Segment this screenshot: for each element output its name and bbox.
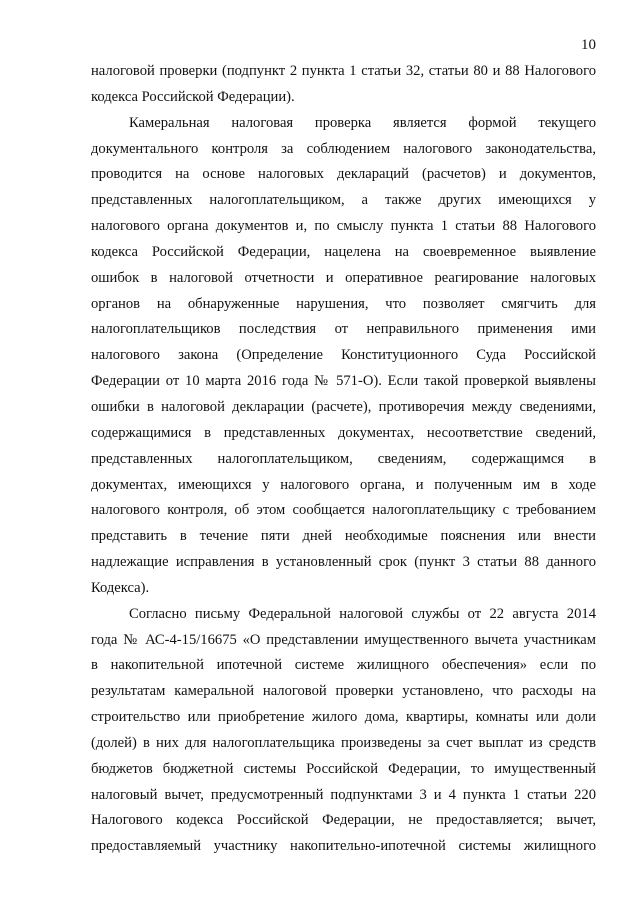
paragraph-first-line: Камеральная налоговая проверка является формой текущего — [129, 114, 596, 131]
text-line: предоставляемый участнику накопительно-ипотечной системы жилищного — [91, 838, 596, 855]
text-line: представить в течение пяти дней необходимые пояснения или внести — [91, 528, 596, 545]
text-line: налоговой проверки (подпункт 2 пункта 1 статьи 32, статьи 80 и 88 Налогового — [91, 63, 596, 79]
text-line: Федерации от 10 марта 2016 года № 571-О). Если такой проверкой выявлены — [91, 373, 596, 390]
text-line: в накопительной ипотечной системе жилищного обеспечения» если по — [91, 657, 596, 674]
text-line: года № АС-4-15/16675 «О представлении имущественного вычета участникам — [91, 631, 596, 648]
text-line: Кодекса). — [91, 579, 150, 596]
text-line: кодекса Российской Федерации, нацелена на своевременное выявление — [91, 243, 596, 260]
text-line: кодекса Российской Федерации). — [91, 88, 295, 105]
text-line: налогового закона (Определение Конституционного Суда Российской — [91, 347, 596, 364]
text-line: налогового контроля, об этом сообщается налогоплательщику с требованием — [91, 502, 596, 519]
text-line: Налогового кодекса Российской Федерации, не предоставляется; вычет, — [91, 812, 596, 829]
text-line: (долей) в них для налогоплательщика произведены за счет выплат из средств — [91, 734, 596, 751]
document-body — [91, 59, 596, 860]
text-line: проводится на основе налоговых деклараций (расчетов) и документов, — [91, 166, 596, 183]
text-line: результатам камеральной налоговой проверки установлено, что расходы на — [91, 683, 596, 700]
text-line: ошибки в налоговой декларации (расчете), противоречия между сведениями, — [91, 398, 596, 415]
text-line: налогового органа документов и, по смыслу пункта 1 статьи 88 Налогового — [91, 218, 596, 235]
text-line: налогоплательщиков последствия от неправильного применения ими — [91, 321, 596, 338]
text-line: документах, имеющихся у налогового органа, и полученным им в ходе — [91, 476, 596, 493]
text-line: представленных налогоплательщиком, а также других имеющихся у — [91, 192, 596, 209]
text-line: строительство или приобретение жилого дома, квартиры, комнаты или доли — [91, 709, 596, 726]
text-line: органов на обнаруженные нарушения, что позволяет смягчить для — [91, 295, 596, 312]
paragraph-first-line: Согласно письму Федеральной налоговой службы от 22 августа 2014 — [129, 605, 596, 622]
page-number: 10 — [581, 37, 596, 53]
text-line: представленных налогоплательщиком, сведениям, содержащимся в — [91, 450, 596, 467]
text-line: ошибок в налоговой отчетности и оперативное реагирование налоговых — [91, 269, 596, 286]
text-line: документального контроля за соблюдением налогового законодательства, — [91, 140, 596, 157]
text-line: налоговый вычет, предусмотренный подпунктами 3 и 4 пункта 1 статьи 220 — [91, 786, 596, 803]
text-line: надлежащие исправления в установленный срок (пункт 3 статьи 88 данного — [91, 554, 596, 571]
text-line: бюджетов бюджетной системы Российской Федерации, то имущественный — [91, 760, 596, 777]
text-line: содержащимися в представленных документах, несоответствие сведений, — [91, 424, 596, 441]
